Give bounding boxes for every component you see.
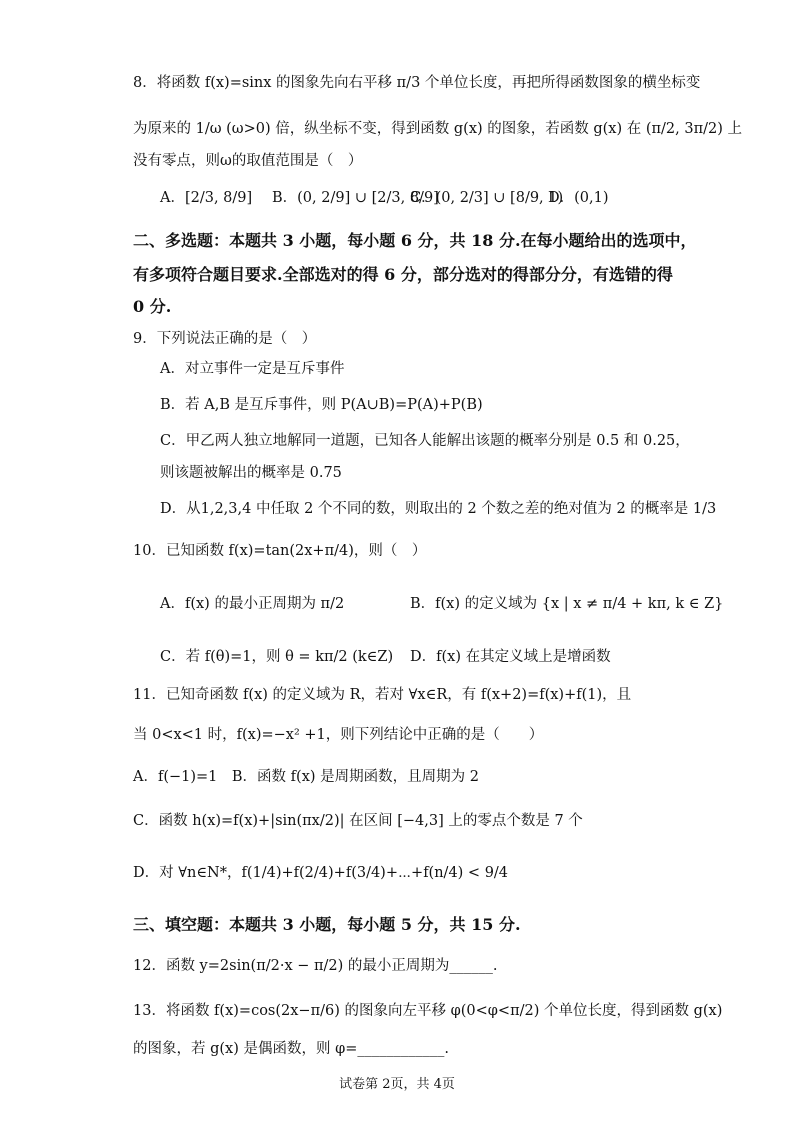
q10-option-b: B．f(x) 的定义域为 {x | x ≠ π/4 + kπ, k ∈ Z} <box>410 596 724 612</box>
q8-line-3: 没有零点，则ω的取值范围是（ ） <box>133 153 363 169</box>
q13-line-2: 的图象，若 g(x) 是偶函数，则 φ=____________. <box>133 1041 450 1057</box>
section3-heading: 三、填空题：本题共 3 小题，每小题 5 分，共 15 分. <box>133 915 521 934</box>
q9-option-c-line-2: 则该题被解出的概率是 0.75 <box>160 465 342 481</box>
q13-line-1: 13．将函数 f(x)=cos(2x−π/6) 的图象向左平移 φ(0<φ<π/2) 个单位长度，得到函数 g(x) <box>133 1003 723 1019</box>
q8-option-d: D．(0,1) <box>548 190 609 206</box>
q9-option-d: D．从1,2,3,4 中任取 2 个不同的数，则取出的 2 个数之差的绝对值为 2 的概率是 1/3 <box>160 501 717 517</box>
q9-option-c-line-1: C．甲乙两人独立地解同一道题，已知各人能解出该题的概率分别是 0.5 和 0.25， <box>160 433 690 449</box>
q12: 12．函数 y=2sin(π/2·x − π/2) 的最小正周期为______. <box>133 958 498 974</box>
q8-option-c: C．(0, 2/3] ∪ [8/9, 1) <box>410 190 564 206</box>
q10-option-c: C．若 f(θ)=1，则 θ = kπ/2 (k∈Z) <box>160 649 394 665</box>
q8-option-b: B．(0, 2/9] ∪ [2/3, 8/9] <box>272 190 439 206</box>
q11-options-ab: A．f(−1)=1 B．函数 f(x) 是周期函数，且周期为 2 <box>133 769 479 785</box>
q10-option-a: A．f(x) 的最小正周期为 π/2 <box>160 596 345 612</box>
q11-option-d: D．对 ∀n∈N*，f(1/4)+f(2/4)+f(3/4)+⋯+f(n/4) < 9/4 <box>133 865 509 881</box>
q8-line-1: 8．将函数 f(x)=sinx 的图象先向右平移 π/3 个单位长度，再把所得函数图象的横坐标变 <box>133 75 701 91</box>
section2-heading-line-3: 0 分. <box>133 297 172 316</box>
q9-stem: 9．下列说法正确的是（ ） <box>133 331 317 347</box>
q9-option-a: A．对立事件一定是互斥事件 <box>160 361 345 377</box>
section2-heading-line-2: 有多项符合题目要求.全部选对的得 6 分，部分选对的得部分分，有选错的得 <box>133 265 673 284</box>
page-footer: 试卷第 2页，共 4页 <box>339 1077 455 1092</box>
q11-line-1: 11．已知奇函数 f(x) 的定义域为 R，若对 ∀x∈R，有 f(x+2)=f(x)+f(1)，且 <box>133 687 632 703</box>
section2-heading-line-1: 二、多选题：本题共 3 小题，每小题 6 分，共 18 分.在每小题给出的选项中， <box>133 231 697 250</box>
q8-option-a: A．[2/3, 8/9] <box>160 190 253 206</box>
q9-option-b: B．若 A,B 是互斥事件，则 P(A∪B)=P(A)+P(B) <box>160 397 483 413</box>
q10-option-d: D．f(x) 在其定义域上是增函数 <box>410 649 611 665</box>
q11-option-c: C．函数 h(x)=f(x)+|sin(πx/2)| 在区间 [−4,3] 上的零点个数是 7 个 <box>133 813 583 829</box>
q10-stem: 10．已知函数 f(x)=tan(2x+π/4)，则（ ） <box>133 543 427 559</box>
q8-line-2: 为原来的 1/ω (ω>0) 倍，纵坐标不变，得到函数 g(x) 的图象，若函数 g(x) 在 (π/2, 3π/2) 上 <box>133 121 743 137</box>
q11-line-2: 当 0<x<1 时，f(x)=−x² +1，则下列结论中正确的是（ ） <box>133 727 544 743</box>
